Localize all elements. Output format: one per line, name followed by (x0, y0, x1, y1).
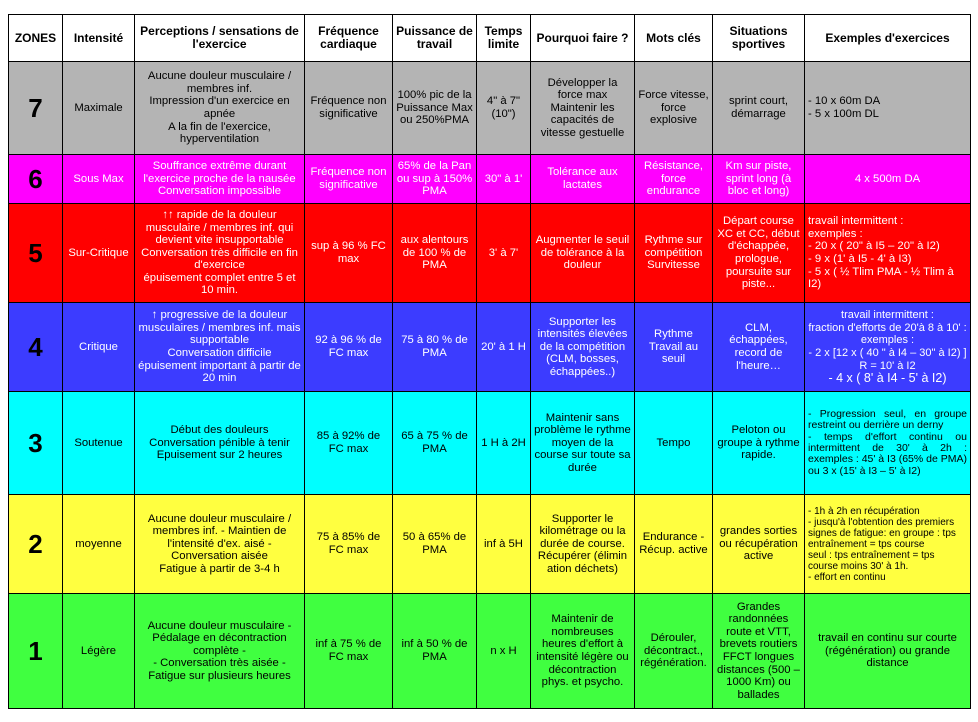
perceptions-cell: Aucune douleur musculaire / membres inf. Impression d'un exercice en apnée A la fin de l'exercice, hyperventilation (135, 62, 305, 155)
examples-cell: - Progression seul, en groupe restreint ou derrière un derny - temps d'effort continu ou intermittent de 30' à 2h : exemples : 45' à I3 (65% de PMA) ou 3 x (15' à I3 – 5' à I2) (805, 392, 971, 495)
intensity-cell: moyenne (63, 495, 135, 594)
heart-rate-cell: sup à 96 % FC max (305, 204, 393, 303)
power-cell: 65 à 75 % de PMA (393, 392, 477, 495)
heart-rate-cell: Fréquence non significative (305, 155, 393, 204)
situations-cell: grandes sorties ou récupération active (713, 495, 805, 594)
heart-rate-cell: Fréquence non significative (305, 62, 393, 155)
purpose-cell: Augmenter le seuil de tolérance à la douleur (531, 204, 635, 303)
zone-number: 7 (9, 62, 63, 155)
power-cell: aux alentours de 100 % de PMA (393, 204, 477, 303)
keywords-cell: Force vitesse, force explosive (635, 62, 713, 155)
perceptions-cell: ↑ progressive de la douleur musculaires / membres inf. mais supportable Conversation difficile épuisement important à partir de 20 min (135, 303, 305, 392)
situations-cell: Peloton ou groupe à rythme rapide. (713, 392, 805, 495)
keywords-cell: Dérouler, décontract., régénération. (635, 594, 713, 709)
purpose-cell: Maintenir sans problème le rythme moyen de la course sur toute sa durée (531, 392, 635, 495)
zone-number: 4 (9, 303, 63, 392)
header-temps: Temps limite (477, 15, 531, 62)
examples-text: travail intermittent : fraction d'efforts de 20'à 8 à 10' : exemples : - 2 x [12 x ( 40 " à I4 – 30" à I2) ] R = 10' à I2 (808, 309, 967, 372)
intensity-cell: Soutenue (63, 392, 135, 495)
intensity-cell: Légère (63, 594, 135, 709)
table-row-zone-2 (9, 495, 971, 594)
power-cell: 65% de la Pan ou sup à 150% PMA (393, 155, 477, 204)
keywords-cell: Endurance - Récup. active (635, 495, 713, 594)
table-row-zone-1 (9, 594, 971, 709)
time-limit-cell: 4" à 7" (10") (477, 62, 531, 155)
heart-rate-cell: 92 à 96 % de FC max (305, 303, 393, 392)
time-limit-cell: n x H (477, 594, 531, 709)
header-situations: Situations sportives (713, 15, 805, 62)
perceptions-cell: Aucune douleur musculaire / membres inf. - Maintien de l'intensité d'ex. aisé - Conversation aisée Fatigue à partir de 3-4 h (135, 495, 305, 594)
zone-number: 2 (9, 495, 63, 594)
examples-cell: - 1h à 2h en récupération - jusqu'à l'obtention des premiers signes de fatigue: en groupe : tps entraînement = tps course seul : tps entraînement = tps course moins 30' à 1h. - effort en continu (805, 495, 971, 594)
zone-number: 3 (9, 392, 63, 495)
header-row (9, 15, 971, 62)
examples-cell: 4 x 500m DA (805, 155, 971, 204)
intensity-cell: Critique (63, 303, 135, 392)
training-zones-table (8, 14, 971, 709)
table-row-zone-4 (9, 303, 971, 392)
purpose-cell: Développer la force max Maintenir les capacités de vitesse gestuelle (531, 62, 635, 155)
header-zones: ZONES (9, 15, 63, 62)
perceptions-cell: Début des douleurs Conversation pénible à tenir Epuisement sur 2 heures (135, 392, 305, 495)
purpose-cell: Tolérance aux lactates (531, 155, 635, 204)
examples-text-secondary: - 4 x ( 8' à I4 - 5' à I2) (828, 371, 947, 386)
intensity-cell: Sur-Critique (63, 204, 135, 303)
header-puissance: Puissance de travail (393, 15, 477, 62)
purpose-cell: Supporter le kilométrage ou la durée de course. Récupérer (élimin ation déchets) (531, 495, 635, 594)
header-intensite: Intensité (63, 15, 135, 62)
heart-rate-cell: inf à 75 % de FC max (305, 594, 393, 709)
purpose-cell: Supporter les intensités élevées de la compétition (CLM, bosses, échappées..) (531, 303, 635, 392)
examples-cell: travail en continu sur courte (régénération) ou grande distance (805, 594, 971, 709)
situations-cell: CLM, échappées, record de l'heure… (713, 303, 805, 392)
time-limit-cell: inf à 5H (477, 495, 531, 594)
keywords-cell: Résistance, force endurance (635, 155, 713, 204)
perceptions-cell: ↑↑ rapide de la douleur musculaire / membres inf. qui devient vite insupportable Conversation très difficile en fin d'exercice épuisement complet entre 5 et 10 min. (135, 204, 305, 303)
time-limit-cell: 20' à 1 H (477, 303, 531, 392)
table-row-zone-6 (9, 155, 971, 204)
zone-number: 6 (9, 155, 63, 204)
perceptions-cell: Aucune douleur musculaire - Pédalage en décontraction complète - - Conversation très aisée - Fatigue sur plusieurs heures (135, 594, 305, 709)
intensity-cell: Maximale (63, 62, 135, 155)
keywords-cell: Tempo (635, 392, 713, 495)
table-row-zone-5 (9, 204, 971, 303)
header-perceptions: Perceptions / sensations de l'exercice (135, 15, 305, 62)
situations-cell: Grandes randonnées route et VTT, brevets routiers FFCT longues distances (500 – 1000 Km) ou ballades (713, 594, 805, 709)
table-row-zone-7 (9, 62, 971, 155)
keywords-cell: Rythme Travail au seuil (635, 303, 713, 392)
perceptions-cell: Souffrance extrême durant l'exercice proche de la nausée Conversation impossible (135, 155, 305, 204)
heart-rate-cell: 85 à 92% de FC max (305, 392, 393, 495)
header-pourquoi: Pourquoi faire ? (531, 15, 635, 62)
header-mots: Mots clés (635, 15, 713, 62)
heart-rate-cell: 75 à 85% de FC max (305, 495, 393, 594)
situations-cell: Départ course XC et CC, début d'échappée, prologue, poursuite sur piste... (713, 204, 805, 303)
examples-cell (805, 303, 971, 392)
header-exemples: Exemples d'exercices (805, 15, 971, 62)
power-cell: 50 à 65% de PMA (393, 495, 477, 594)
keywords-cell: Rythme sur compétition Survitesse (635, 204, 713, 303)
examples-cell: travail intermittent : exemples : - 20 x ( 20" à I5 – 20" à I2) - 9 x (1' à I5 - 4' à I3) - 5 x ( ½ Tlim PMA - ½ Tlim à I2) (805, 204, 971, 303)
time-limit-cell: 3' à 7' (477, 204, 531, 303)
situations-cell: Km sur piste, sprint long (à bloc et long) (713, 155, 805, 204)
zone-number: 5 (9, 204, 63, 303)
purpose-cell: Maintenir de nombreuses heures d'effort à intensité légère ou décontraction phys. et psycho. (531, 594, 635, 709)
power-cell: 75 à 80 % de PMA (393, 303, 477, 392)
situations-cell: sprint court, démarrage (713, 62, 805, 155)
header-frequence: Fréquence cardiaque (305, 15, 393, 62)
table-row-zone-3 (9, 392, 971, 495)
examples-cell: - 10 x 60m DA - 5 x 100m DL (805, 62, 971, 155)
time-limit-cell: 30" à 1' (477, 155, 531, 204)
power-cell: inf à 50 % de PMA (393, 594, 477, 709)
time-limit-cell: 1 H à 2H (477, 392, 531, 495)
zone-number: 1 (9, 594, 63, 709)
power-cell: 100% pic de la Puissance Max ou 250%PMA (393, 62, 477, 155)
intensity-cell: Sous Max (63, 155, 135, 204)
